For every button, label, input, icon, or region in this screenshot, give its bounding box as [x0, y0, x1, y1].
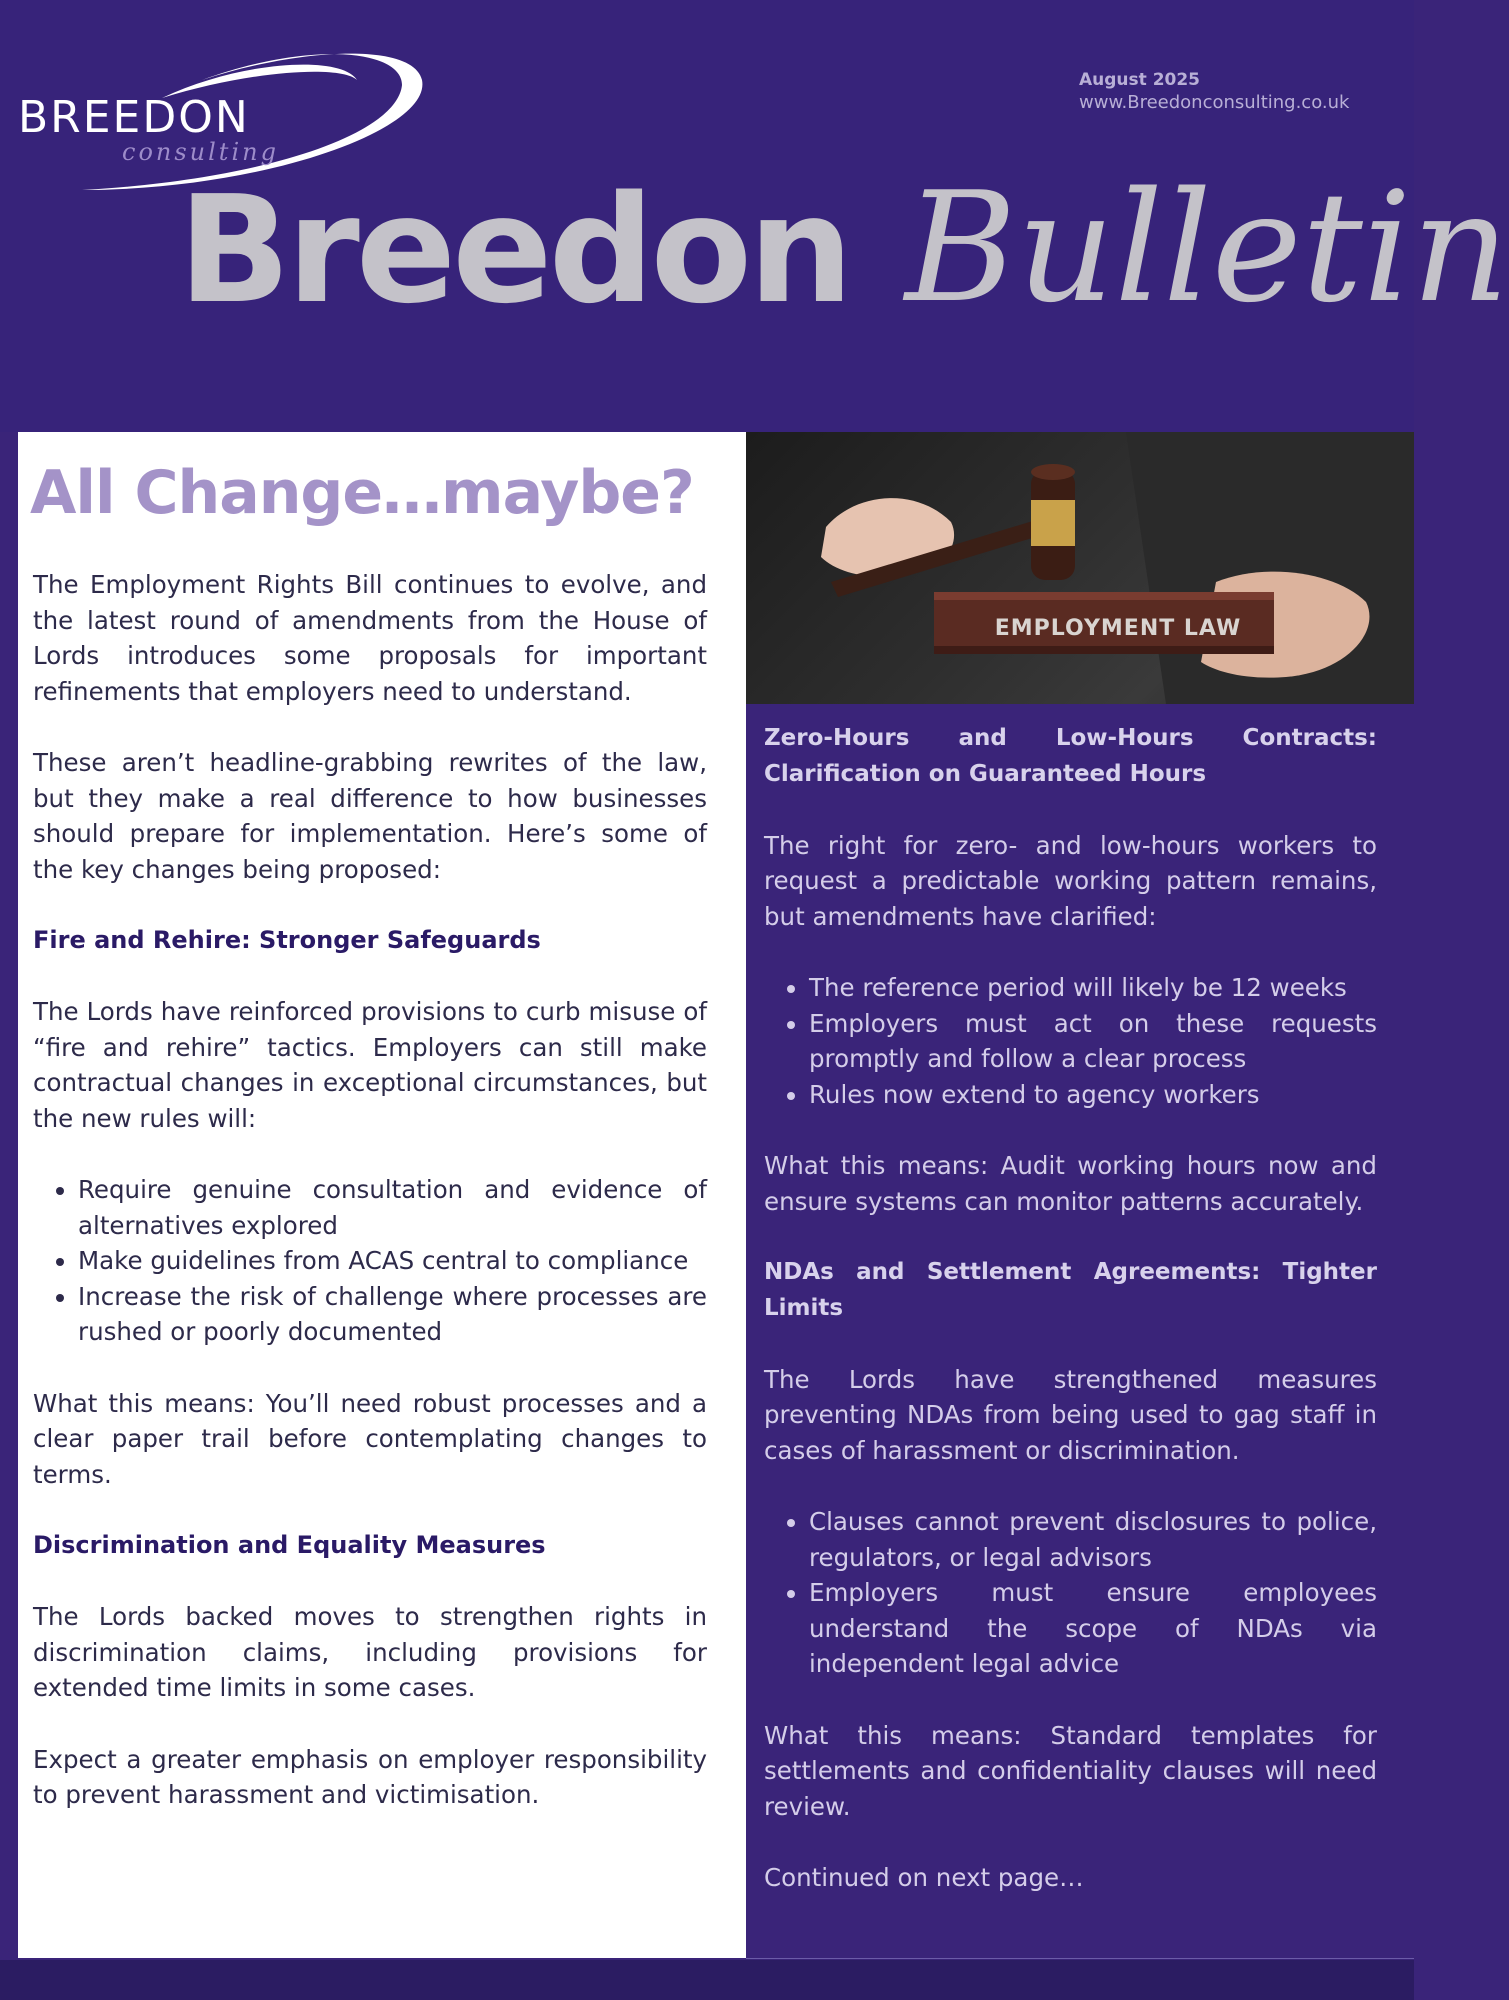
list-item: • Require genuine consultation and evidence of alternatives explored — [78, 1172, 707, 1243]
list-item: • Employers must act on these requests promptly and follow a clear process — [809, 1006, 1377, 1077]
gavel-law-book-photo — [746, 432, 1414, 704]
masthead — [0, 0, 1509, 432]
website-link[interactable]: www.Breedonconsulting.co.uk — [1079, 92, 1350, 113]
masthead-script-title: Bulletin — [905, 159, 1509, 336]
nda-list — [764, 1504, 1377, 1682]
right-article-body — [764, 721, 1377, 1931]
masthead-title: Breedon — [178, 164, 850, 336]
what-this-means-paragraph: What this means: Audit working hours now and ensure systems can monitor patterns accurately. — [764, 1151, 1377, 1216]
section-paragraph: The right for zero- and low-hours workers to request a predictable working pattern remains, but amendments have clarified: — [764, 830, 1377, 931]
book-label: EMPLOYMENT LAW — [994, 616, 1242, 641]
gavel-icon — [746, 432, 1414, 704]
logo-wordmark: BREEDON — [18, 92, 250, 143]
what-this-means-paragraph: What this means: Standard templates for settlements and confidentiality clauses will need review. — [764, 1720, 1377, 1821]
section-paragraph: The Lords backed moves to strengthen rights in discrimination claims, including provisions for extended time limits in some cases. — [33, 1602, 707, 1703]
section-heading-fire-rehire: Fire and Rehire: Stronger Safeguards — [33, 925, 541, 954]
list-item: • Rules now extend to agency workers — [809, 1077, 1377, 1113]
continued-link[interactable]: Continued on next page… — [764, 1863, 1084, 1892]
zero-hours-list — [764, 970, 1377, 1112]
section-paragraph: The Lords have reinforced provisions to curb misuse of “fire and rehire” tactics. Employers can still make contractual changes in exceptional circumstances, but the new rules will: — [33, 997, 707, 1133]
section-paragraph: The Lords have strengthened measures preventing NDAs from being used to gag staff in cases of harassment or discrimination. — [764, 1364, 1377, 1465]
intro-paragraph: These aren’t headline-grabbing rewrites of the law, but they make a real difference to how businesses should prepare for implementation. Here’s some of the key changes being proposed: — [33, 747, 707, 884]
section-paragraph: Expect a greater emphasis on employer responsibility to prevent harassment and victimisation. — [33, 1744, 707, 1810]
list-item: • Increase the risk of challenge where processes are rushed or poorly documented — [78, 1279, 707, 1350]
section-heading-zero-hours: Zero-Hours and Low-Hours Contracts: Clarification on Guaranteed Hours — [764, 725, 1377, 787]
list-item: • Employers must ensure employees understand the scope of NDAs via independent legal advice — [809, 1575, 1377, 1682]
section-heading-ndas: NDAs and Settlement Agreements: Tighter Limits — [764, 1258, 1377, 1321]
list-item: • The reference period will likely be 12 weeks — [809, 970, 1377, 1006]
logo-subtitle: consulting — [122, 138, 279, 166]
footer-divider — [746, 1958, 1414, 1959]
section-heading-discrimination: Discrimination and Equality Measures — [33, 1531, 546, 1560]
intro-paragraph: The Employment Rights Bill continues to evolve, and the latest round of amendments from the House of Lords introduces some proposals for important refinements that employers need to understand. — [33, 570, 707, 706]
fire-rehire-list — [33, 1172, 707, 1350]
issue-date: August 2025 — [1079, 70, 1201, 90]
article-headline: All Change…maybe? — [30, 458, 694, 528]
list-item: • Clauses cannot prevent disclosures to police, regulators, or legal advisors — [809, 1504, 1377, 1575]
list-item: • Make guidelines from ACAS central to compliance — [78, 1243, 707, 1279]
left-article-body — [33, 567, 707, 1848]
footer-band — [0, 1960, 1414, 2000]
what-this-means-paragraph: What this means: You’ll need robust processes and a clear paper trail before contemplating changes to terms. — [33, 1388, 707, 1489]
